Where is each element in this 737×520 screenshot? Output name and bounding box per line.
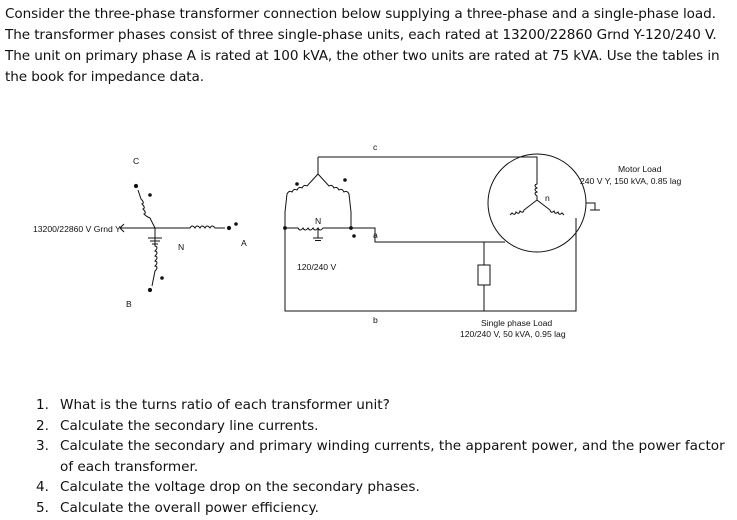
motor-load-title: Motor Load (618, 164, 662, 174)
problem-intro-text: Consider the three-phase transformer connection below supplying a three-phase and a single-phase load. The transformer phases consist of three single-phase units, each rated at 13200/22860 Grnd Y-120/240 V. The unit on primary phase A is rated at 100 kVA, the other two units are rated at 75 kVA. Use the tables in the book for impedance data. (5, 6, 720, 85)
question-list (36, 395, 736, 518)
question-item (36, 416, 736, 437)
question-number: 5. (36, 499, 49, 516)
problem-statement (5, 4, 733, 88)
secondary-line-a-label: a (373, 230, 378, 240)
circuit-diagram (0, 130, 737, 355)
single-phase-load-resistor (478, 265, 490, 285)
motor-load-symbol (488, 154, 600, 252)
question-text: Calculate the voltage drop on the secondary phases. (60, 479, 420, 495)
question-item (36, 436, 736, 477)
secondary-voltage-label: 120/240 V (297, 262, 337, 272)
motor-neutral-label: n (545, 193, 550, 203)
single-phase-load-title: Single phase Load (481, 318, 553, 328)
secondary-neutral-label: N (315, 216, 322, 226)
distribution-lines (285, 157, 576, 311)
primary-phase-b-label: B (126, 299, 132, 309)
question-number: 2. (36, 417, 49, 434)
single-phase-load-rating: 120/240 V, 50 kVA, 0.95 lag (460, 329, 566, 339)
primary-phase-c-label: C (133, 156, 140, 166)
question-text: Calculate the overall power efficiency. (60, 499, 319, 516)
primary-wye (120, 184, 231, 291)
secondary-line-c-label: c (373, 142, 378, 152)
primary-phase-a-label: A (241, 238, 247, 248)
question-item (36, 395, 736, 416)
motor-load-rating: 240 V Y, 150 kVA, 0.85 lag (580, 176, 682, 186)
question-number: 1. (36, 397, 49, 413)
question-text: Calculate the secondary line currents. (60, 417, 319, 434)
primary-neutral-label: N (178, 242, 185, 252)
question-number: 4. (36, 479, 49, 495)
primary-voltage-label: 13200/22860 V Grnd Y (33, 224, 121, 234)
question-text: Calculate the secondary and primary winding currents, the apparent power, and the power factor of each transformer. (60, 438, 725, 475)
secondary-delta (284, 157, 353, 241)
secondary-line-b-label: b (373, 315, 378, 325)
question-item (36, 477, 736, 498)
question-number: 3. (36, 438, 49, 454)
question-text: What is the turns ratio of each transformer unit? (60, 397, 390, 413)
question-item (36, 498, 736, 519)
